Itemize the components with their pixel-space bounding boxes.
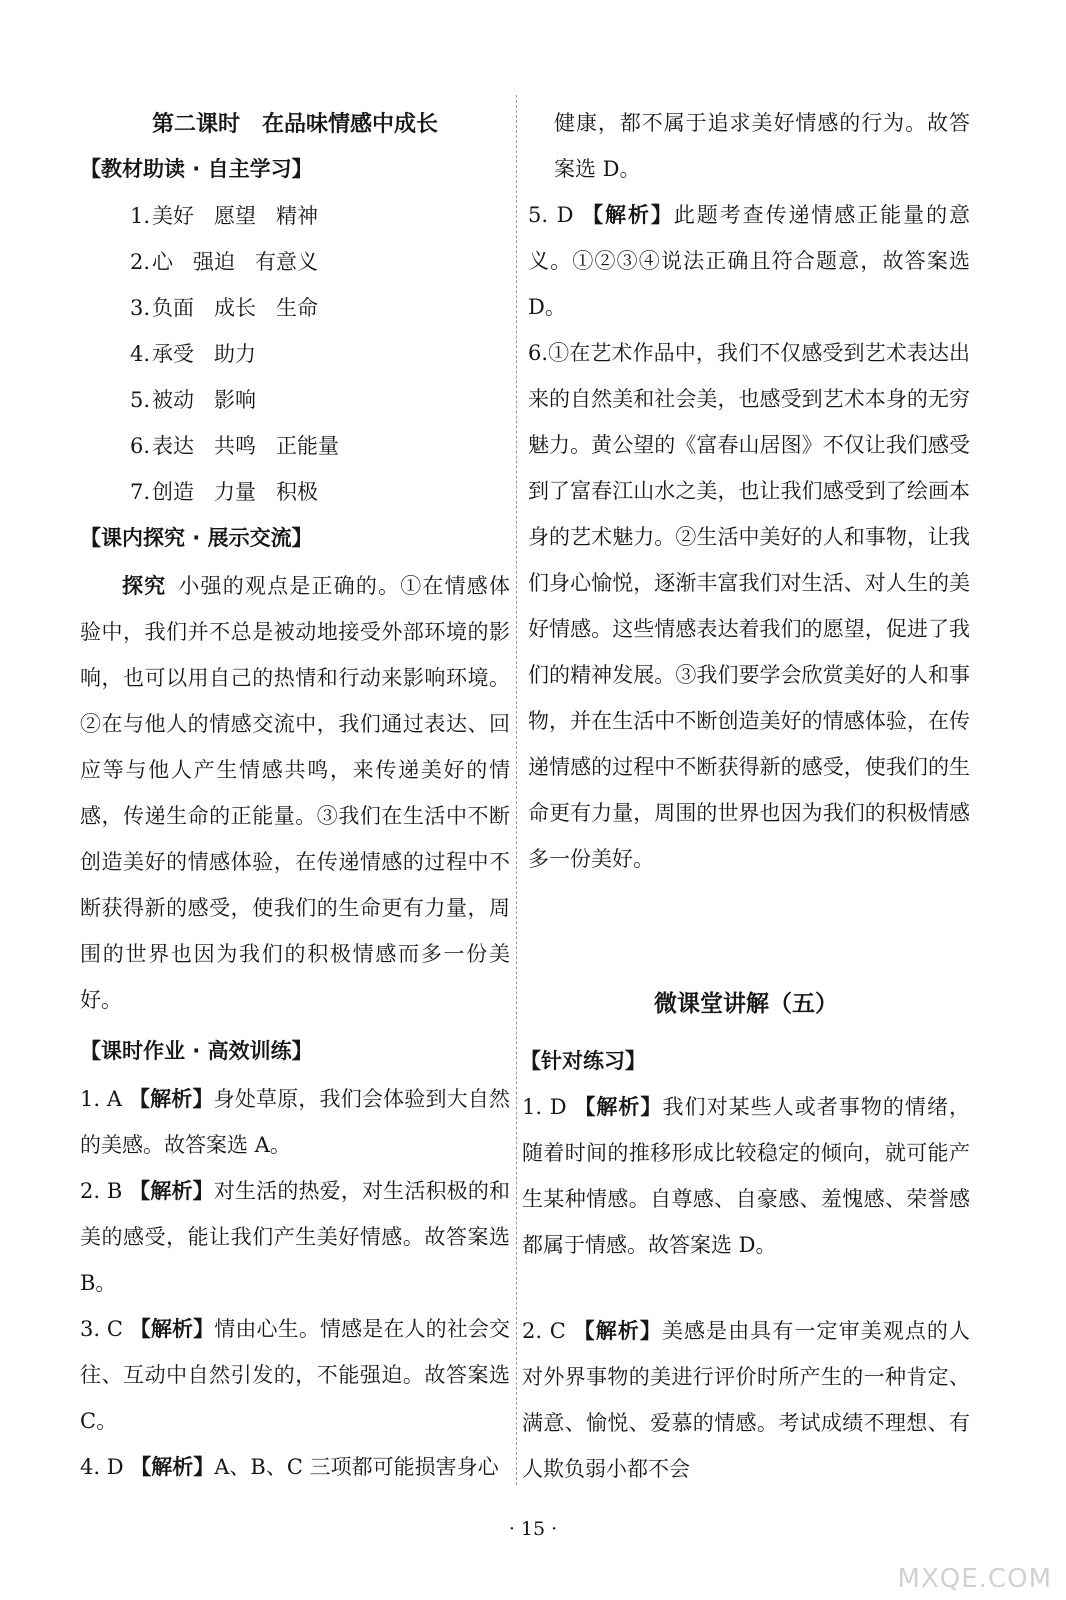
- explore-label: 探究: [122, 574, 167, 598]
- practice-answer-2-tag: 【解析】: [573, 1319, 662, 1343]
- item-word: 积极: [276, 480, 319, 504]
- micro-lesson-title: 微课堂讲解（五）: [654, 991, 838, 1017]
- item-word: 承受: [152, 342, 195, 366]
- item-word: 助力: [214, 342, 257, 366]
- item-number: 2.: [130, 250, 151, 274]
- answer-item: [130, 292, 338, 322]
- section-heading-explore: 【课内探究 · 展示交流】: [80, 526, 313, 550]
- section-heading-homework: 【课时作业 · 高效训练】: [80, 1039, 313, 1063]
- answer-4-continued: 健康，都不属于追求美好情感的行为。故答案选 D。: [554, 111, 970, 181]
- item-word: 成长: [214, 296, 257, 320]
- item-word: 影响: [214, 388, 257, 412]
- answer-2-text: 对生活的热爱，对生活积极的和美的感受，能让我们产生美好情感。故答案选 B。: [80, 1179, 510, 1295]
- practice-answer-2-text: 美感是由具有一定审美观点的人对外界事物的美进行评价时所产生的一种肯定、满意、愉悦、爱慕的情感。考试成绩不理想、有人欺负弱小都不会: [522, 1319, 971, 1481]
- explore-text: 小强的观点是正确的。①在情感体验中，我们并不总是被动地接受外部环境的影响，也可以用自己的热情和行动来影响环境。②在与他人的情感交流中，我们通过表达、回应等与他人产生情感共鸣，来传递美好的情感，传递生命的正能量。③我们在生活中不断创造美好的情感体验，在传递情感的过程中不断获得新的感受，使我们的生命更有力量，周围的世界也因为我们的积极情感而多一份美好。: [80, 574, 510, 1012]
- answer-1: [80, 1076, 510, 1168]
- answer-6-text: ①在艺术作品中，我们不仅感受到艺术表达出来的自然美和社会美，也感受到艺术本身的无穷魅力。黄公望的《富春山居图》不仅让我们感受到了富春江山水之美，也让我们感受到了绘画本身的艺术魅力。②生活中美好的人和事物，让我们身心愉悦，逐渐丰富我们对生活、对人生的美好情感。这些情感表达着我们的愿望，促进了我们的精神发展。③我们要学会欣赏美好的人和事物，并在生活中不断创造美好的情感体验，在传递情感的过程中不断获得新的感受，使我们的生命更有力量，周围的世界也因为我们的积极情感多一份美好。: [528, 341, 970, 871]
- answer-1-tag: 【解析】: [128, 1087, 214, 1111]
- practice-answer-1: [522, 1084, 970, 1268]
- answer-item: [130, 384, 276, 414]
- practice-answer-1-number: 1. D: [522, 1095, 567, 1119]
- explore-paragraph: [80, 563, 510, 1023]
- answer-item: [130, 430, 359, 460]
- answer-3-text: 情由心生。情感是在人的社会交往、互动中自然引发的，不能强迫。故答案选 C。: [80, 1317, 511, 1433]
- answer-6: [528, 330, 970, 882]
- lesson-title: 第二课时 在品味情感中成长: [151, 112, 438, 137]
- section-heading-practice: 【针对练习】: [520, 1049, 646, 1073]
- item-number: 3.: [130, 296, 151, 320]
- item-word: 强迫: [193, 250, 236, 274]
- item-word: 心: [152, 250, 174, 274]
- item-word: 力量: [214, 480, 257, 504]
- watermark-text: MXQE.COM: [897, 1564, 1052, 1594]
- item-number: 5.: [130, 388, 151, 412]
- item-word: 表达: [152, 434, 195, 458]
- item-word: 有意义: [255, 250, 319, 274]
- answer-1-number: 1. A: [80, 1087, 123, 1111]
- item-number: 6.: [130, 434, 151, 458]
- watermark-logo: [822, 1530, 1052, 1594]
- answer-6-number: 6.: [528, 341, 549, 365]
- answer-4-text: A、B、C 三项都可能损害身心: [214, 1455, 499, 1479]
- answer-4-tag: 【解析】: [130, 1455, 215, 1479]
- practice-answer-1-text: 我们对某些人或者事物的情绪，随着时间的推移形成比较稳定的倾向，就可能产生某种情感。自尊感、自豪感、羞愧感、荣誉感都属于情感。故答案选 D。: [522, 1095, 970, 1257]
- answer-item: [130, 338, 276, 368]
- item-word: 生命: [276, 296, 319, 320]
- practice-answer-2: [522, 1308, 970, 1492]
- item-number: 4.: [130, 342, 151, 366]
- practice-answer-1-tag: 【解析】: [574, 1095, 663, 1119]
- answer-4-number: 4. D: [80, 1455, 124, 1479]
- answer-3-number: 3. C: [80, 1317, 123, 1341]
- item-word: 愿望: [214, 204, 257, 228]
- item-number: 7.: [130, 480, 151, 504]
- item-word: 美好: [152, 204, 195, 228]
- page-number: · 15 ·: [508, 1518, 558, 1540]
- item-word: 精神: [276, 204, 319, 228]
- section-heading-textbook: 【教材助读 · 自主学习】: [80, 157, 313, 181]
- answer-2-tag: 【解析】: [129, 1179, 214, 1203]
- answer-item: [130, 246, 338, 276]
- answer-4: [80, 1444, 510, 1490]
- answer-2-number: 2. B: [80, 1179, 123, 1203]
- answer-1-text: 身处草原，我们会体验到大自然的美感。故答案选 A。: [80, 1087, 510, 1157]
- answer-5-tag: 【解析】: [582, 203, 674, 227]
- item-word: 创造: [152, 480, 195, 504]
- answer-5-text: 此题考查传递情感正能量的意义。①②③④说法正确且符合题意，故答案选 D。: [528, 203, 970, 319]
- practice-answer-2-number: 2. C: [522, 1319, 566, 1343]
- item-word: 负面: [152, 296, 195, 320]
- item-number: 1.: [130, 204, 151, 228]
- answer-item: [130, 476, 338, 506]
- answer-3-tag: 【解析】: [129, 1317, 215, 1341]
- item-word: 正能量: [276, 434, 340, 458]
- answer-2: [80, 1168, 510, 1306]
- answer-3: [80, 1306, 510, 1444]
- column-divider: [516, 95, 518, 1485]
- answer-5-number: 5. D: [528, 203, 574, 227]
- answer-item: [130, 200, 338, 230]
- item-word: 共鸣: [214, 434, 257, 458]
- answer-5: [528, 192, 970, 330]
- item-word: 被动: [152, 388, 195, 412]
